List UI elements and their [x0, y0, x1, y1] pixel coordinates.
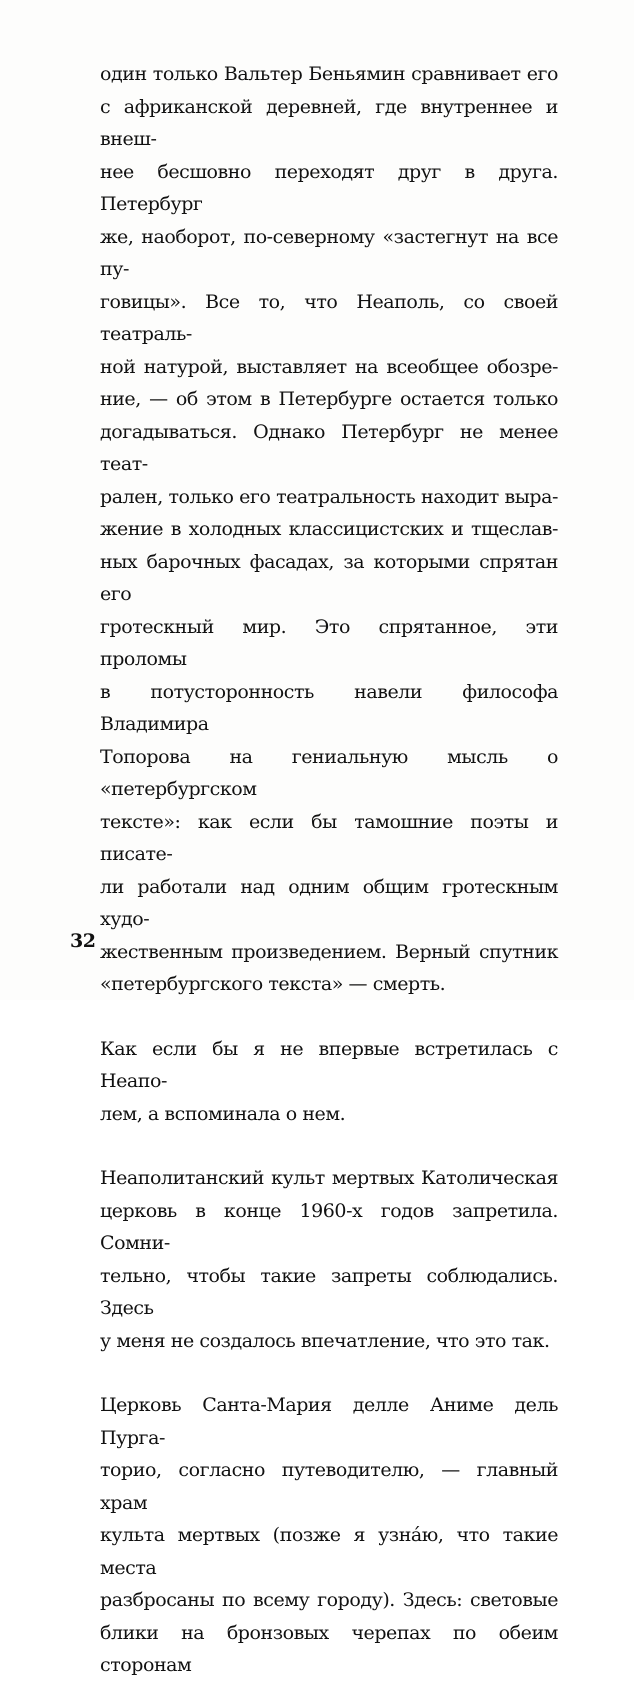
text-line: разбросаны по всему городу). Здесь: световые: [100, 1589, 558, 1611]
paragraph-2: [100, 1033, 558, 1131]
text-line: лем, а вспоминала о нем.: [100, 1102, 346, 1125]
text-line: церковь в конце 1960-х годов запретила. Сомни-: [100, 1199, 558, 1254]
paragraph-3: [100, 1162, 558, 1357]
text-line: Как если бы я не впервые встретилась с Неапо-: [100, 1037, 558, 1092]
paragraph-gap: [100, 1357, 558, 1389]
text-line: ных барочных фасадах, за которыми спрятан его: [100, 550, 558, 605]
text-line: Топорова на гениальную мысль о «петербургском: [100, 745, 558, 800]
text-line: один только Вальтер Беньямин сравнивает его: [100, 63, 558, 85]
text-line: рален, только его театральность находит выра-: [100, 485, 558, 508]
text-line: торио, согласно путеводителю, — главный храм: [100, 1459, 558, 1514]
text-line: Неаполитанский культ мертвых Католическая: [100, 1167, 558, 1189]
text-line: ной натурой, выставляет на всеобщее обозре-: [100, 355, 558, 378]
text-line: жение в холодных классицистских и тщеслав-: [100, 518, 558, 540]
text-line: ли работали над одним общим гротескным худо-: [100, 875, 558, 930]
text-line: ние, — об этом в Петербурге остается только: [100, 388, 558, 410]
paragraph-1: [100, 58, 558, 1001]
paragraph-4: [100, 1389, 558, 1682]
paragraph-gap: [100, 1001, 558, 1033]
text-line: догадываться. Однако Петербург не менее теат-: [100, 420, 558, 475]
text-line: же, наоборот, по-северному «застегнут на все пу-: [100, 225, 558, 280]
text-line: тексте»: как если бы тамошние поэты и писате-: [100, 810, 558, 865]
text-line: с африканской деревней, где внутреннее и внеш-: [100, 95, 558, 150]
text-line: у меня не создалось впечатление, что это так.: [100, 1329, 550, 1352]
paragraph-gap: [100, 1130, 558, 1162]
page-number: 32: [70, 930, 96, 952]
text-line: культа мертвых (позже я узнáю, что такие места: [100, 1524, 558, 1579]
body-text: [100, 58, 558, 1682]
text-line: в потусторонность навели философа Владимира: [100, 680, 558, 735]
text-line: гротескный мир. Это спрятанное, эти проломы: [100, 615, 558, 670]
text-line: Церковь Санта-Мария делле Аниме дель Пурга-: [100, 1394, 558, 1449]
text-line: тельно, чтобы такие запреты соблюдались. Здесь: [100, 1264, 558, 1319]
text-line: блики на бронзовых черепах по обеим сторонам: [100, 1621, 558, 1676]
text-line: «петербургского текста» — смерть.: [100, 973, 446, 995]
text-line: говицы». Все то, что Неаполь, со своей театраль-: [100, 290, 558, 345]
text-line: жественным произведением. Верный спутник: [100, 940, 558, 963]
text-line: нее бесшовно переходят друг в друга. Петербург: [100, 160, 558, 215]
